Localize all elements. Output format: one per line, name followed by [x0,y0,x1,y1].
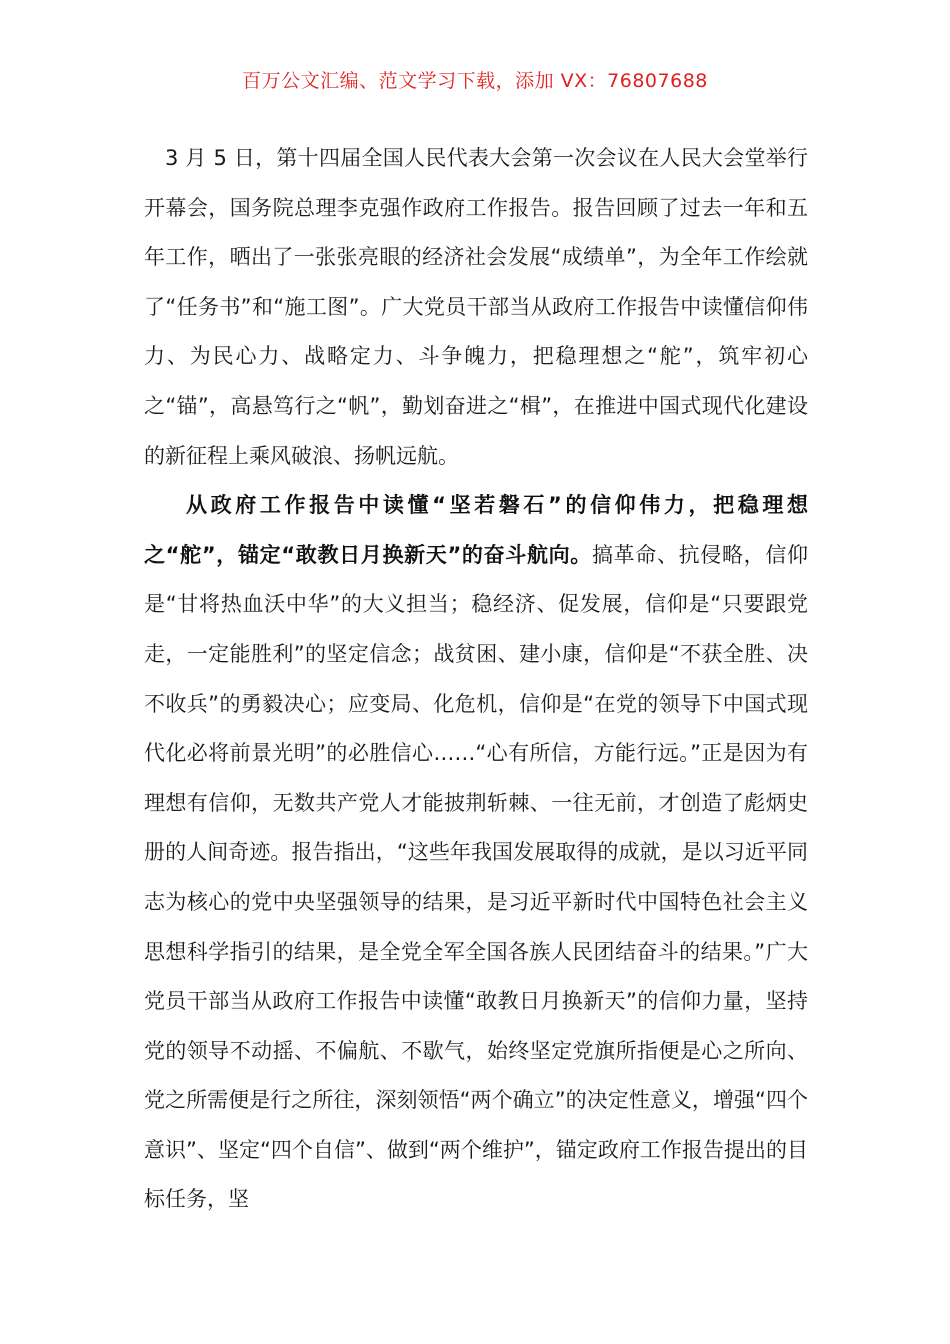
paragraph-faith-heading: 从政府工作报告中读懂“坚若磐石”的信仰伟力，把稳理想之“舵”，锚定“敢教日月换新天”的奋斗航向。 [144,493,808,567]
page-header-banner: 百万公文汇编、范文学习下载，添加 VX：76807688 [242,70,708,92]
document-body [144,134,808,1225]
paragraph-faith [144,481,808,1225]
paragraph-intro-text: 3 月 5 日，第十四届全国人民代表大会第一次会议在人民大会堂举行开幕会，国务院总理李克强作政府工作报告。报告回顾了过去一年和五年工作，晒出了一张张亮眼的经济社会发展“成绩单”，为全年工作绘就了“任务书”和“施工图”。广大党员干部当从政府工作报告中读懂信仰伟力、为民心力、战略定力、斗争魄力，把稳理想之“舵”，筑牢初心之“锚”，高悬笃行之“帆”，勤划奋进之“楫”，在推进中国式现代化建设的新征程上乘风破浪、扬帆远航。 [144,146,808,468]
paragraph-intro [144,134,808,481]
paragraph-faith-text: 搞革命、抗侵略，信仰是“甘将热血沃中华”的大义担当；稳经济、促发展，信仰是“只要跟党走，一定能胜利”的坚定信念；战贫困、建小康，信仰是“不获全胜、决不收兵”的勇毅决心；应变局、化危机，信仰是“在党的领导下中国式现代化必将前景光明”的必胜信心……“心有所信，方能行远。”正是因为有理想有信仰，无数共产党人才能披荆斩棘、一往无前，才创造了彪炳史册的人间奇迹。报告指出，“这些年我国发展取得的成就，是以习近平同志为核心的党中央坚强领导的结果，是习近平新时代中国特色社会主义思想科学指引的结果，是全党全军全国各族人民团结奋斗的结果。”广大党员干部当从政府工作报告中读懂“敢教日月换新天”的信仰力量，坚持党的领导不动摇、不偏航、不歇气，始终坚定党旗所指便是心之所向、党之所需便是行之所往，深刻领悟“两个确立”的决定性意义，增强“四个意识”、坚定“四个自信”、做到“两个维护”，锚定政府工作报告提出的目标任务，坚 [144,542,808,1212]
